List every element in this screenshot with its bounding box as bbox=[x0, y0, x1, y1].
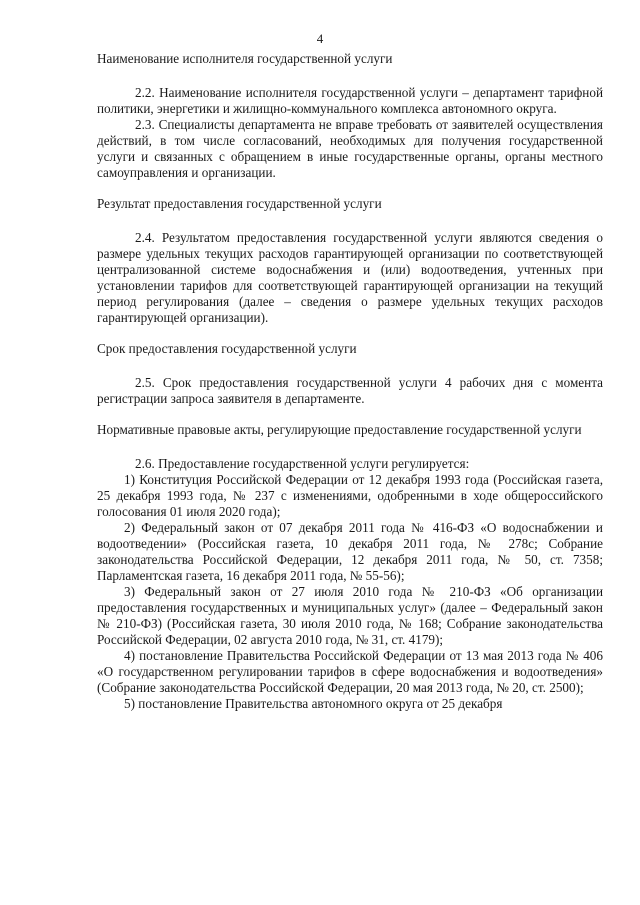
page-number: 4 bbox=[316, 31, 324, 46]
act-item-5: 5) постановление Правительства автономного округа от 25 декабря bbox=[124, 696, 503, 711]
heading-acts: Нормативные правовые акты, регулирующие предоставление государственной услуги bbox=[97, 422, 582, 437]
act-item-3: 3) Федеральный закон от 27 июля 2010 года № 210-ФЗ «Об организации предоставления государственных и муниципальных услуг» (далее – Федеральный закон № 210-ФЗ) (Российская газета, 30 июля 2010 года, № 168; Собрание законодательства Российской Федерации, 02 августа 2010 года, № 31, ст. 4179); bbox=[97, 584, 603, 647]
act-item-4: 4) постановление Правительства Российской Федерации от 13 мая 2013 года № 406 «О государственном регулировании тарифов в сфере водоснабжения и водоотведения» (Собрание законодательства Российской Федерации, 20 мая 2013 года, № 20, ст. 2500); bbox=[97, 648, 603, 695]
paragraph-2-5: 2.5. Срок предоставления государственной услуги 4 рабочих дня с момента регистрации запроса заявителя в департаменте. bbox=[97, 375, 603, 406]
act-item-1: 1) Конституция Российской Федерации от 12 декабря 1993 года (Российская газета, 25 декабря 1993 года, № 237 с изменениями, одобренными в ходе общероссийского голосования 01 июля 2020 года); bbox=[97, 472, 603, 519]
heading-executor: Наименование исполнителя государственной услуги bbox=[97, 51, 393, 66]
document-body bbox=[97, 51, 603, 712]
paragraph-2-6: 2.6. Предоставление государственной услуги регулируется: bbox=[135, 456, 470, 471]
heading-result: Результат предоставления государственной услуги bbox=[97, 196, 382, 211]
heading-term: Срок предоставления государственной услуги bbox=[97, 341, 357, 356]
paragraph-2-2: 2.2. Наименование исполнителя государственной услуги – департамент тарифной политики, энергетики и жилищно-коммунального комплекса автономного округа. bbox=[97, 85, 603, 116]
paragraph-2-3: 2.3. Специалисты департамента не вправе требовать от заявителей осуществления действий, в том числе согласований, необходимых для получения государственной услуги и связанных с обращением в иные государственные органы, органы местного самоуправления и организации. bbox=[97, 117, 603, 180]
paragraph-2-4: 2.4. Результатом предоставления государственной услуги являются сведения о размере удельных текущих расходов гарантирующей организации по соответствующей централизованной системе водоснабжения и (или) водоотведения, учтенных при установлении тарифов для соответствующей гарантирующей организации на текущий период регулирования (далее – сведения о размере удельных текущих расходов гарантирующей организации). bbox=[97, 230, 603, 325]
act-item-2: 2) Федеральный закон от 07 декабря 2011 года № 416-ФЗ «О водоснабжении и водоотведении» (Российская газета, 10 декабря 2011 года, № 278с; Собрание законодательства Российской Федерации, 12 декабря 2011 года, № 50, ст. 7358; Парламентская газета, 16 декабря 2011 года, № 55-56); bbox=[97, 520, 603, 583]
